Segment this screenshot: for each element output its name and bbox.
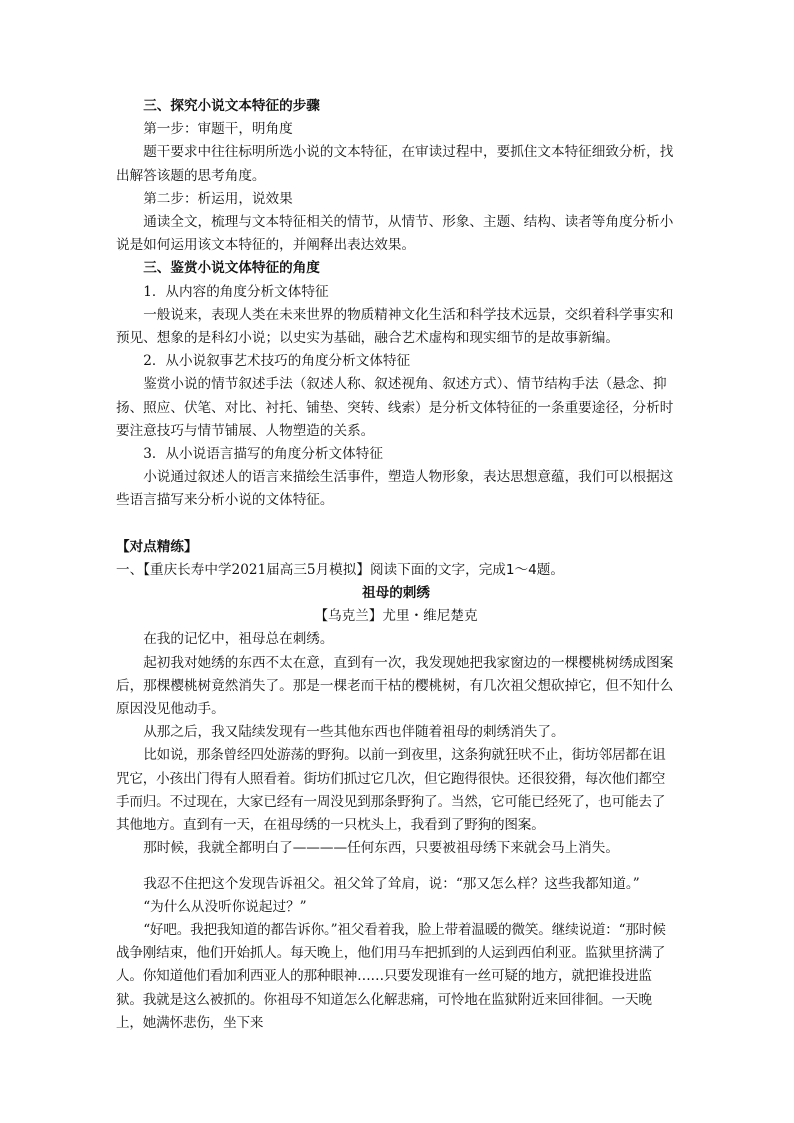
story-paragraph: “好吧。我把我知道的都告诉你。”祖父看着我，脸上带着温暖的微笑。继续说道：“那时候战争刚结束，他们开始抓人。每天晚上，他们用马车把抓到的人运到西伯利亚。监狱里挤满了人。你知道他们看加利西亚人的那种眼神……只要发现谁有一丝可疑的地方，就把谁投进监狱。我就是这么被抓的。你祖母不知道怎么化解悲痛，可怜地在监狱附近来回徘徊。一天晚上，她满怀悲伤，坐下来 xyxy=(116,921,666,1031)
document-content xyxy=(116,95,676,1035)
exercise-number: 一、 xyxy=(116,561,144,578)
angle3-title: 3．从小说语言描写的角度分析文体特征 xyxy=(143,446,383,463)
spacer xyxy=(116,861,676,873)
story-paragraph: 比如说，那条曾经四处游荡的野狗。以前一到夜里，这条狗就狂吠不止，街坊邻居都在诅咒它，小孩出门得有人照看着。街坊们抓过它几次，但它跑得很快。还很狡猾，每次他们都空手而归。不过现在，大家已经有一周没见到那条野狗了。当然，它可能已经死了，也可能去了其他地方。直到有一天，在祖母绣的一只枕头上，我看到了野狗的图案。 xyxy=(116,747,666,834)
angle1-title: 1．从内容的角度分析文体特征 xyxy=(143,283,329,300)
step2-title: 第二步：析运用，说效果 xyxy=(143,190,293,207)
story-paragraph: 从那之后，我又陆续发现有一些其他东西也伴随着祖母的刺绣消失了。 xyxy=(143,724,565,741)
story-paragraph: 我忍不住把这个发现告诉祖父。祖父耸了耸肩，说：“那又怎么样？这些我都知道。” xyxy=(143,875,640,892)
story-paragraph: 在我的记忆中，祖母总在刺绣。 xyxy=(143,631,334,648)
story-paragraph: 那时候，我就全都明白了————任何东西，只要被祖母绣下来就会马上消失。 xyxy=(143,840,619,857)
exercise-line xyxy=(116,559,676,582)
angle2-text: 鉴赏小说的情节叙述手法（叙述人称、叙述视角、叙述方式）、情节结构手法（悬念、抑扬、照应、伏笔、对比、衬托、铺垫、突转、线索）是分析文体特征的一条重要途径，分析时要注意技巧与情节铺展、人物塑造的关系。 xyxy=(116,376,674,439)
story-paragraph: “为什么从没听你说起过？” xyxy=(143,898,307,915)
step2-text: 通读全文，梳理与文本特征相关的情节，从情节、形象、主题、结构、读者等角度分析小说是如何运用该文本特征的，并阐释出表达效果。 xyxy=(116,214,674,254)
angle1-text: 一般说来，表现人类在未来世界的物质精神文化生活和科学技术远景，交织着科学事实和预见、想象的是科幻小说；以史实为基础，融合艺术虚构和现实细节的是故事新编。 xyxy=(116,306,674,347)
section-heading-appreciate: 三、鉴赏小说文体特征的角度 xyxy=(143,260,320,277)
section-heading-steps: 三、探究小说文本特征的步骤 xyxy=(143,98,320,114)
step1-title: 第一步：审题干，明角度 xyxy=(143,121,293,138)
story-author: 【乌克兰】尤里・维尼楚克 xyxy=(314,608,478,625)
step1-text: 题干要求中往往标明所选小说的文本特征，在审读过程中，要抓住文本特征细致分析，找出解答该题的思考角度。 xyxy=(116,144,674,184)
angle3-text: 小说通过叙述人的语言来描绘生活事件，塑造人物形象，表达思想意蕴，我们可以根据这些语言描写来分析小说的文体特征。 xyxy=(116,469,674,509)
practice-heading: 【对点精练】 xyxy=(116,538,198,555)
exercise-source: 【重庆长寿中学2021届高三5月模拟】 xyxy=(143,561,370,578)
spacer xyxy=(116,513,676,536)
exercise-instruction: 阅读下面的文字，完成1～4题。 xyxy=(369,561,564,578)
angle2-title: 2．从小说叙事艺术技巧的角度分析文体特征 xyxy=(143,353,411,370)
story-paragraph: 起初我对她绣的东西不太在意，直到有一次，我发现她把我家窗边的一棵樱桃树绣成图案后，那棵樱桃树竟然消失了。那是一棵老而干枯的樱桃树，有几次祖父想砍掉它，但不知什么原因没见他动手。 xyxy=(116,654,674,718)
story-title: 祖母的刺绣 xyxy=(362,585,430,602)
